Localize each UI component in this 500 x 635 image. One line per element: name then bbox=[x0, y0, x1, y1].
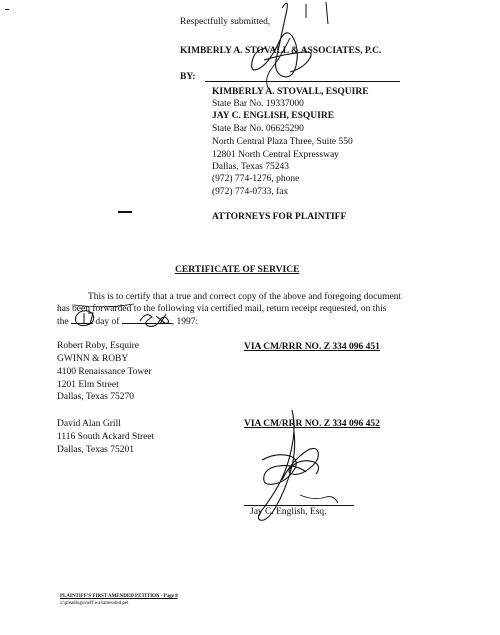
firm-name: KIMBERLY A. STOVALL & ASSOCIATES, P.C. bbox=[180, 46, 382, 56]
signer-name: Jay C. English, Esq. bbox=[250, 507, 327, 517]
attorneys-role: ATTORNEYS FOR PLAINTIFF bbox=[212, 212, 347, 222]
recipient-1-line-1: Robert Roby, Esquire bbox=[57, 341, 139, 351]
certificate-line-1: This is to certify that a true and correct copy of the above and foregoing document bbox=[88, 292, 402, 302]
fax: (972) 774-0733, fax bbox=[212, 187, 289, 197]
footer-line-1: PLAINTIFF'S FIRST AMENDED PETITION - Page 8 bbox=[60, 594, 178, 599]
recipient-1-via: VIA CM/RRR NO. Z 334 096 451 bbox=[244, 342, 380, 352]
address-line-3: Dallas, Texas 75243 bbox=[212, 162, 289, 172]
recipient-1-line-3: 4100 Renaissance Tower bbox=[57, 367, 152, 377]
attorney-bar-2: State Bar No. 06625290 bbox=[212, 124, 304, 134]
attorney-name-1: KIMBERLY A. STOVALL, ESQUIRE bbox=[212, 87, 369, 97]
address-line-2: 12801 North Central Expressway bbox=[212, 150, 339, 160]
attorney-bar-1: State Bar No. 19337000 bbox=[212, 99, 304, 109]
recipient-2-line-2: 1116 South Ackard Street bbox=[57, 432, 155, 442]
footer-line-2: s:\pleadings\neff.wal\amended.pet bbox=[60, 601, 129, 606]
certificate-line-2: has been forwarded to the following via certified mail, return receipt requested, on this bbox=[57, 304, 387, 314]
address-line-1: North Central Plaza Three, Suite 550 bbox=[212, 137, 353, 147]
certificate-title: CERTIFICATE OF SERVICE bbox=[175, 265, 300, 275]
certificate-year: , 1997: bbox=[171, 317, 199, 327]
certificate-the: the bbox=[57, 317, 69, 327]
certificate-dayof: day of bbox=[95, 317, 120, 327]
recipient-1-line-5: Dallas, Texas 75270 bbox=[57, 392, 134, 402]
phone: (972) 774-1276, phone bbox=[212, 174, 300, 184]
by-label: BY: bbox=[180, 72, 196, 82]
recipient-1-line-2: GWINN & ROBY bbox=[57, 354, 129, 364]
recipient-2-via: VIA CM/RRR NO. Z 334 096 452 bbox=[244, 419, 380, 429]
attorney-name-2: JAY C. ENGLISH, ESQUIRE bbox=[212, 111, 335, 121]
respectfully-submitted: Respectfully submitted, bbox=[180, 17, 271, 27]
recipient-2-line-1: David Alan Grill bbox=[57, 419, 121, 429]
recipient-2-line-3: Dallas, Texas 75201 bbox=[57, 445, 134, 455]
recipient-1-line-4: 1201 Elm Street bbox=[57, 380, 119, 390]
